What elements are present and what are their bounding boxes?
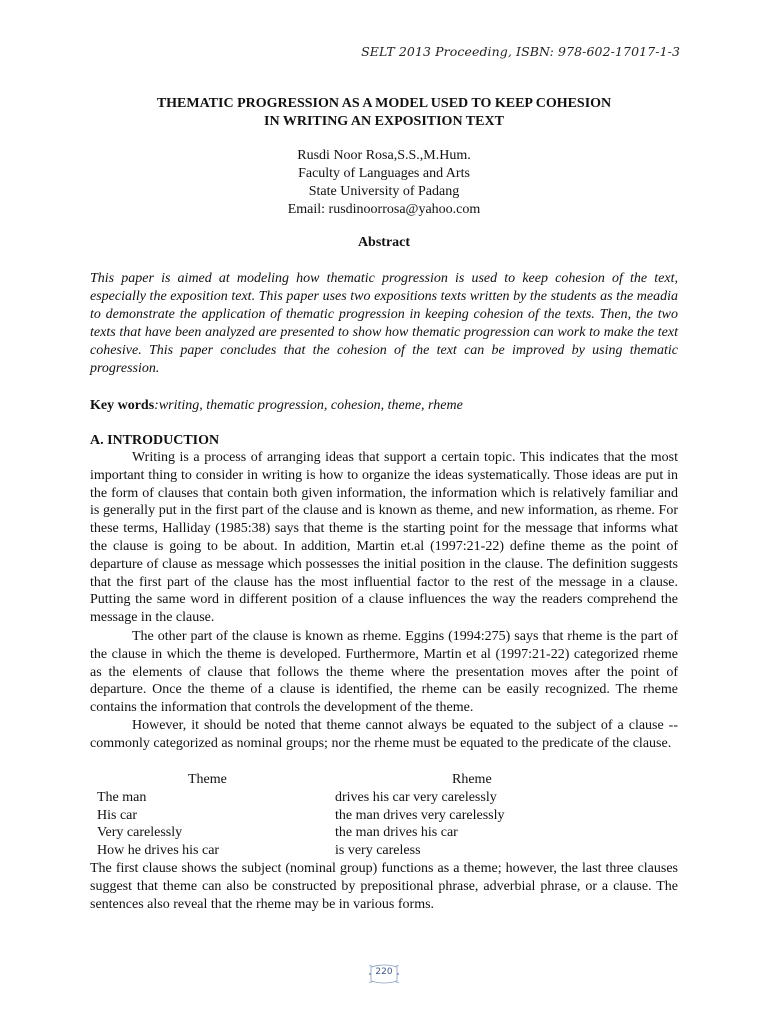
abstract-text: This paper is aimed at modeling how thematic progression is used to keep cohesion of the text, especially the exposition text. This paper uses two expositions texts written by the students as the meadia to demonstrate the application of thematic progression in keeping cohesion of the texts. Then, the two texts that have been analyzed are presented to show how thematic progression can work to make the text cohesive. This paper concludes that the cohesion of the text can be improved by using thematic progression. [90, 271, 678, 376]
page-number: 220 [375, 967, 393, 977]
theme-rheme-example-table [90, 771, 678, 860]
author-name: Rusdi Noor Rosa,S.S.,M.Hum. [297, 148, 471, 163]
paper-title [90, 95, 678, 131]
theme-cell: How he drives his car [97, 843, 220, 859]
intro-paragraph-4: The first clause shows the subject (nominal group) functions as a theme; however, the last three clauses suggest that theme can also be constructed by prepositional phrase, adverbial phrase, or a clause. The sentences also reveal that the rheme may be in various forms. [90, 861, 678, 912]
intro-paragraph-2: The other part of the clause is known as rheme. Eggins (1994:275) says that rheme is the part of the clause in which the theme is developed. Furthermore, Martin et al (1997:21-22) categorized rheme as the elements of clause that follows the theme where the presentation moves after the point of departure. Once the theme of a clause is identified, the rheme can be easily recognized. The rheme contains the information that controls the development of the theme. [90, 629, 678, 716]
theme-cell: His car [97, 807, 138, 823]
keywords-label: Key words [90, 398, 155, 413]
page-number-ornament [367, 962, 401, 986]
section-heading-introduction: A. INTRODUCTION [90, 433, 220, 448]
table-row [90, 842, 678, 860]
table-row [90, 789, 678, 807]
author-email: Email: rusdinoorrosa@yahoo.com [287, 202, 481, 217]
theme-cell: Very carelessly [97, 825, 183, 841]
column-header-theme: Theme [188, 772, 227, 787]
intro-paragraph-3: However, it should be noted that theme cannot always be equated to the subject of a clause -- commonly categorized as nominal groups; nor the rheme must be equated to the predicate of the clause. [90, 718, 678, 751]
running-header: SELT 2013 Proceeding, ISBN: 978-602-17017-1-3 [361, 44, 680, 59]
rheme-cell: drives his car very carelessly [335, 789, 497, 805]
rheme-cell: the man drives very carelessly [335, 807, 505, 823]
rheme-cell: is very careless [335, 843, 421, 859]
author-block [90, 147, 678, 219]
author-faculty: Faculty of Languages and Arts [298, 166, 470, 181]
intro-paragraph-1: Writing is a process of arranging ideas that support a certain topic. This indicates that the most important thing to consider in writing is how to organize the ideas systematically. Those ideas are put in the form of clauses that contain both given information, the information which is relatively familiar and is generally put in the first part of the clause and is known as theme, and new information, as rheme. For these terms, Halliday (1985:38) says that theme is the starting point for the message that informs what the clause is going to be about. In addition, Martin et.al (1997:21-22) define theme as the point of departure of clause as message which possesses the initial position in the clause. The definition suggests that the first part of the clause has the most influential factor to the rest of the message in a clause. Putting the same word in different position of a clause influences the way the readers comprehend the message in the clause. [90, 450, 678, 626]
author-university: State University of Padang [308, 184, 460, 199]
keywords-text: :writing, thematic progression, cohesion, theme, rheme [154, 398, 463, 413]
column-header-rheme: Rheme [452, 772, 492, 787]
keywords [90, 397, 678, 415]
title-line-1: THEMATIC PROGRESSION AS A MODEL USED TO KEEP COHESION [156, 96, 612, 111]
rheme-cell: the man drives his car [335, 825, 458, 841]
title-line-2: IN WRITING AN EXPOSITION TEXT [264, 114, 504, 129]
example-table-header [90, 771, 678, 789]
abstract-heading: Abstract [357, 235, 411, 250]
table-row [90, 807, 678, 825]
table-row [90, 824, 678, 842]
theme-cell: The man [97, 789, 147, 805]
